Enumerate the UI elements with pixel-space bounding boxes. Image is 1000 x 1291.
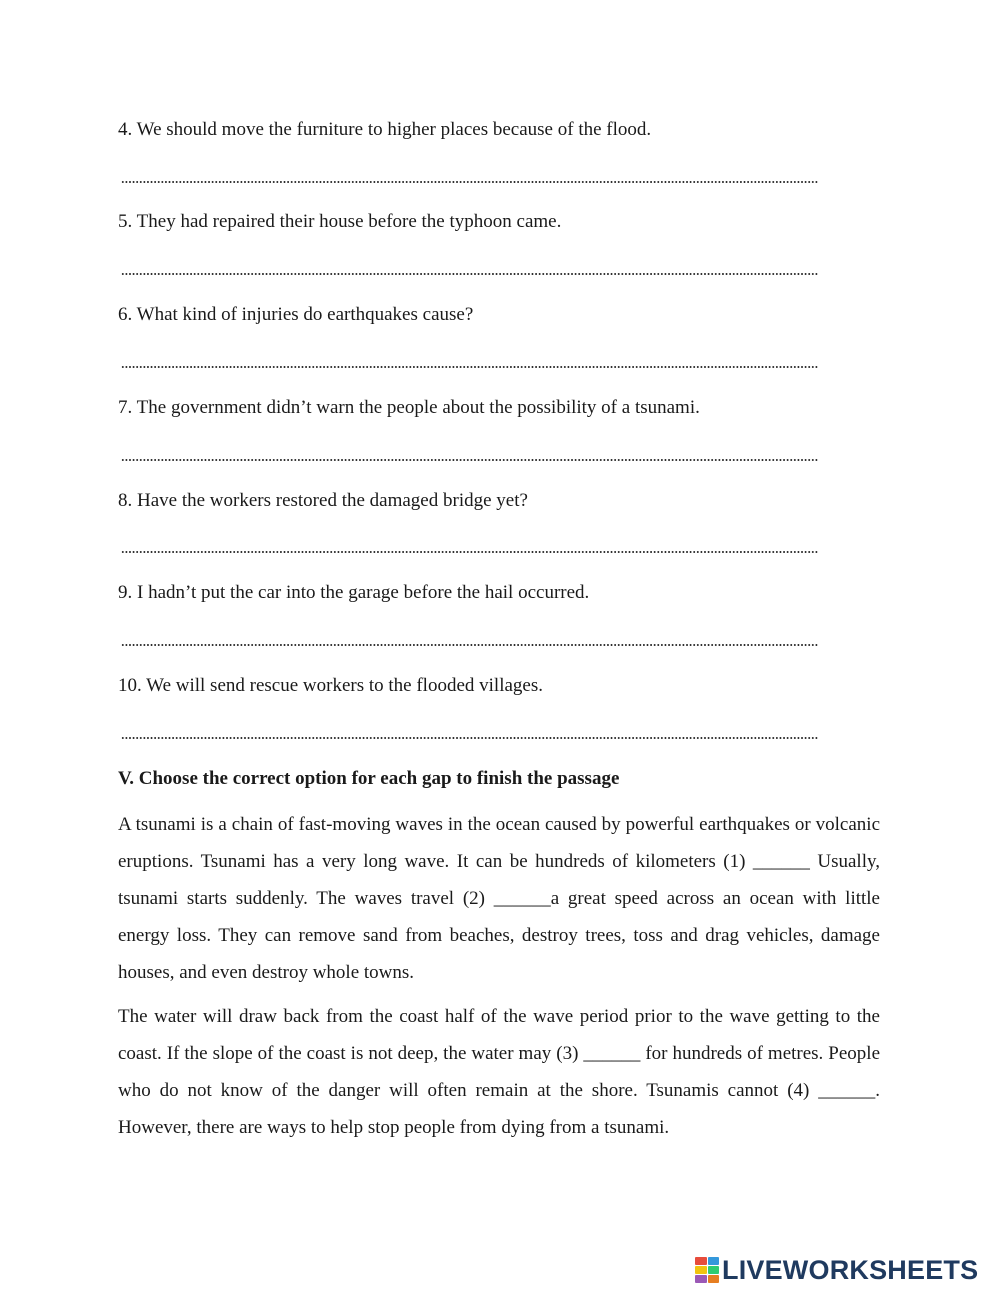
answer-line-8[interactable]: [121, 550, 819, 554]
answer-line-5[interactable]: [121, 272, 819, 276]
question-9-text: 9. I hadn’t put the car into the garage before the hail occurred.: [118, 582, 590, 603]
brand-text: LIVEWORKSHEETS: [722, 1255, 979, 1285]
logo-block-6: [708, 1275, 720, 1283]
question-8-text: 8. Have the workers restored the damaged bridge yet?: [118, 490, 528, 511]
passage-paragraph-1: A tsunami is a chain of fast-moving waves in the ocean caused by powerful earthquakes or volcanic eruptions. Tsunami has a very long wave. It can be hundreds of kilometers (1) ______ Usually, tsunami starts suddenly. The waves travel (2) ______a great speed across an ocean with little energy loss. They can remove sand from beaches, destroy trees, toss and drag vehicles, damage houses, and even destroy whole towns.: [118, 814, 880, 983]
answer-line-7[interactable]: [121, 458, 819, 462]
logo-block-2: [708, 1257, 720, 1265]
passage-paragraph-2: The water will draw back from the coast half of the wave period prior to the wave getting to the coast. If the slope of the coast is not deep, the water may (3) ______ for hundreds of metres. People who do not know of the danger will often remain at the shore. Tsunamis cannot (4) ______. However, there are ways to help stop people from dying from a tsunami.: [118, 1006, 880, 1138]
liveworksheets-brand[interactable]: [695, 1253, 978, 1287]
question-4-text: 4. We should move the furniture to higher places because of the flood.: [118, 119, 652, 140]
logo-block-5: [695, 1275, 707, 1283]
answer-line-9[interactable]: [121, 643, 819, 647]
answer-line-6[interactable]: [121, 365, 819, 369]
logo-block-3: [695, 1266, 707, 1274]
logo-block-1: [695, 1257, 707, 1265]
question-7-text: 7. The government didn’t warn the people about the possibility of a tsunami.: [118, 397, 700, 418]
question-10-text: 10. We will send rescue workers to the flooded villages.: [118, 675, 543, 696]
liveworksheets-logo-icon: [695, 1257, 719, 1283]
section-heading: V. Choose the correct option for each gap to finish the passage: [118, 768, 620, 789]
question-5-text: 5. They had repaired their house before the typhoon came.: [118, 211, 562, 232]
answer-line-10[interactable]: [121, 736, 819, 740]
logo-block-4: [708, 1266, 720, 1274]
question-6-text: 6. What kind of injuries do earthquakes cause?: [118, 304, 474, 325]
answer-line-4[interactable]: [121, 180, 819, 184]
